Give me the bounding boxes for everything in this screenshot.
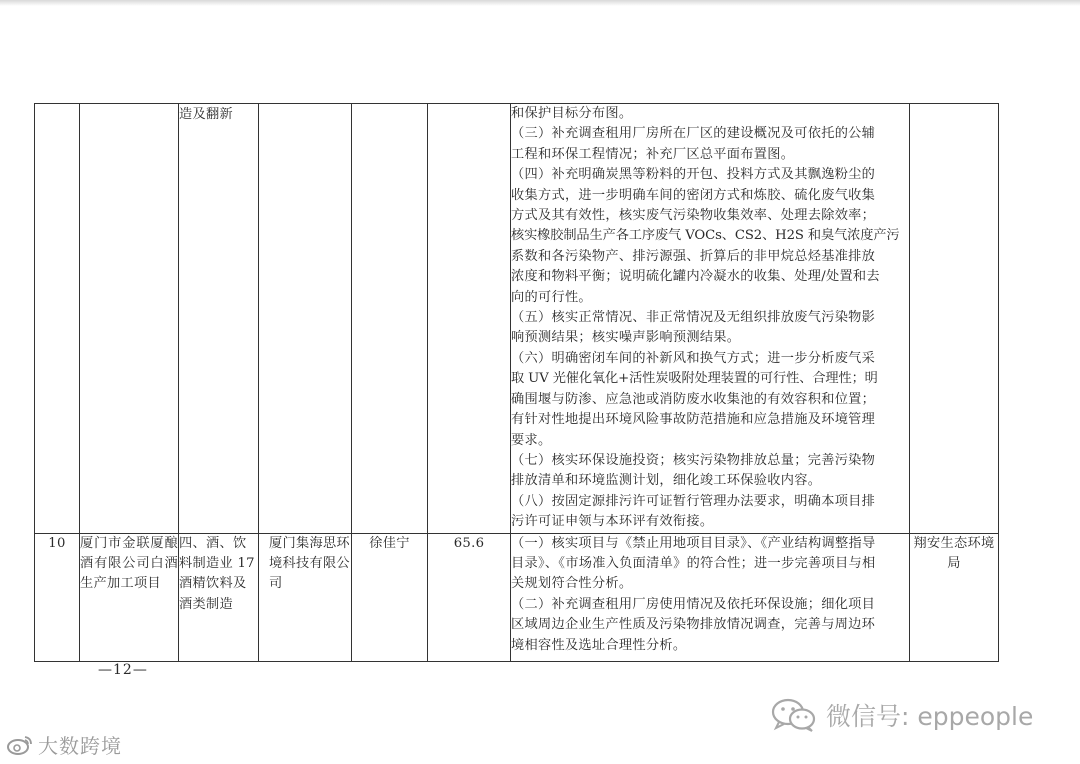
authority-cell — [910, 104, 999, 534]
company-name: 厦门集海思环境科技有限公司 — [269, 535, 350, 592]
watermark-left-text: 大数跨境 — [38, 734, 122, 758]
opinion-line: 关规划符合性分析。 — [511, 576, 633, 592]
opinion-line: 境相容性及选址合理性分析。 — [511, 637, 687, 653]
opinion-line: （七）核实环保设施投资；核实污染物排放总量；完善污染物 — [511, 452, 876, 468]
opinion-line: 排放清单和环境监测计划，细化竣工环保验收内容。 — [511, 473, 822, 489]
watermark-right-text: 微信号: eppeople — [826, 702, 1034, 731]
opinion-line: 工程和环保工程情况；补充厂区总平面布置图。 — [511, 146, 795, 162]
opinion-line: 确围堰与防渗、应急池或消防废水收集池的有效容积和位置； — [511, 391, 876, 407]
opinion-line: 方式及其有效性，核实废气污染物收集效率、处理去除效率； — [511, 208, 876, 224]
person-name: 徐佳宁 — [369, 535, 410, 551]
opinion-line: 区域周边企业生产性质及污染物排放情况调查，完善与周边环 — [511, 617, 876, 633]
opinion-line: 目录》、《市场准入负面清单》的符合性；进一步完善项目与相 — [511, 555, 876, 571]
opinion-line: 响预测结果；核实噪声影响预测结果。 — [511, 330, 741, 346]
opinion-line: （八）按固定源排污许可证暂行管理办法要求，明确本项目排 — [511, 493, 876, 509]
number-cell — [35, 104, 80, 534]
opinion-line: 收集方式，进一步明确车间的密闭方式和炼胶、硫化废气收集 — [511, 187, 876, 203]
watermark-right — [770, 697, 1033, 733]
wechat-icon — [770, 697, 818, 733]
row-number: 10 — [48, 535, 66, 551]
opinion-line: 取 UV 光催化氧化+活性炭吸附处理装置的可行性、合理性；明 — [511, 371, 878, 387]
project-cell — [80, 104, 179, 534]
score-cell — [428, 104, 511, 534]
opinion-line: （六）明确密闭车间的补新风和换气方式；进一步分析废气采 — [511, 350, 876, 366]
industry-cell — [179, 533, 259, 661]
review-table — [34, 103, 999, 662]
project-cell — [80, 533, 179, 661]
industry-cell — [179, 104, 259, 534]
opinion-line: 要求。 — [511, 432, 552, 448]
opinion-line: 污许可证申领与本环评有效衔接。 — [511, 514, 714, 530]
number-cell — [35, 533, 80, 661]
table-row — [35, 533, 999, 661]
opinion-line: （三）补充调查租用厂房所在厂区的建设概况及可依托的公辅 — [511, 126, 876, 142]
opinion-cell — [511, 104, 910, 534]
opinion-line: 有针对性地提出环境风险事故防范措施和应急措施及环境管理 — [511, 412, 876, 428]
company-cell — [259, 533, 352, 661]
opinion-line: （一）核实项目与《禁止用地项目目录》、《产业结构调整指导 — [511, 535, 876, 551]
opinion-line: （四）补充明确炭黑等粉料的开包、投料方式及其飘逸粉尘的 — [511, 167, 876, 183]
opinion-line: 向的可行性。 — [511, 289, 592, 305]
page-top-edge — [0, 0, 1080, 6]
authority-name: 翔安生态环境局 — [913, 535, 995, 571]
industry-text: 造及翻新 — [179, 107, 233, 122]
opinion-line: （五）核实正常情况、非正常情况及无组织排放废气污染物影 — [511, 310, 876, 326]
opinion-line: 和保护目标分布图。 — [511, 106, 633, 121]
project-name: 厦门市金联厦酿酒有限公司白酒生产加工项目 — [80, 535, 178, 592]
table-row — [35, 104, 999, 534]
score-value: 65.6 — [453, 535, 485, 551]
opinion-cell — [511, 533, 910, 661]
watermark-left — [6, 730, 122, 759]
opinion-line: 浓度和物料平衡；说明硫化罐内冷凝水的收集、处理/处置和去 — [511, 269, 880, 285]
score-cell — [428, 533, 511, 661]
company-cell — [259, 104, 352, 534]
opinion-line: 系数和各污染物产、排污源强、折算后的非甲烷总烃基准排放 — [511, 248, 876, 264]
page-number: —12— — [98, 662, 148, 678]
authority-cell — [910, 533, 999, 661]
weibo-icon — [6, 734, 34, 756]
person-cell — [352, 533, 428, 661]
opinion-line: （二）补充调查租用厂房使用情况及依托环保设施；细化项目 — [511, 596, 876, 612]
industry-text: 四、酒、饮料制造业 17 酒精饮料及酒类制造 — [179, 535, 255, 612]
person-cell — [352, 104, 428, 534]
opinion-line: 核实橡胶制品生产各工序废气 VOCs、CS2、H2S 和臭气浓度产污 — [511, 228, 900, 244]
